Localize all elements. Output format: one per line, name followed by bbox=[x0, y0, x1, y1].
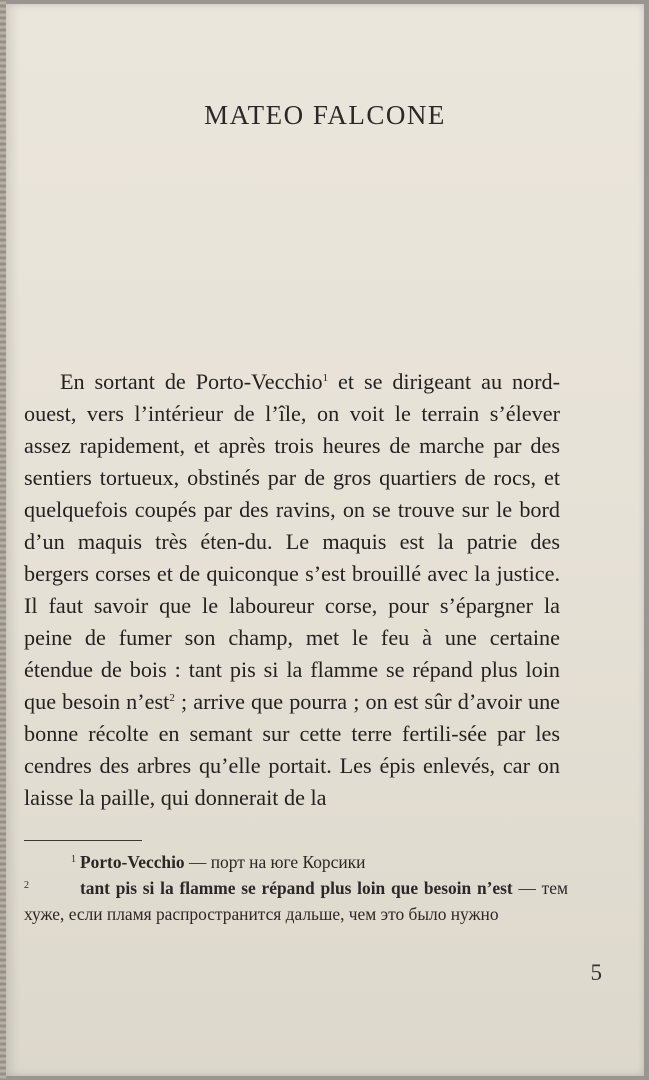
footnote-ref-1: 1 bbox=[322, 372, 329, 385]
footnote-number: 1 bbox=[71, 854, 76, 865]
footnote-number: 2 bbox=[24, 880, 29, 891]
footnote-text: — порт на юге Корсики bbox=[184, 852, 366, 872]
page-number: 5 bbox=[590, 960, 602, 985]
footnote-1 bbox=[24, 849, 568, 875]
body-paragraph bbox=[24, 366, 560, 814]
footnotes bbox=[24, 849, 568, 927]
footnote-divider bbox=[24, 840, 142, 841]
footnote-2 bbox=[24, 875, 568, 927]
footnote-term: Porto-Vecchio bbox=[80, 852, 185, 872]
footnote-term: tant pis si la flamme se répand plus loin que besoin n’est bbox=[80, 878, 513, 898]
paragraph-text: ; arrive que pourra ; on est sûr d’avoir une bonne récolte en semant sur cette terre fertili-sée par les cendres des arbres qu’elle portait. Les épis enlevés, car on laisse la paille, qui donnerait de la bbox=[24, 689, 561, 811]
footnote-ref-2: 2 bbox=[169, 692, 175, 705]
book-page bbox=[6, 4, 644, 1076]
paragraph-text: En sortant de Porto-Vecchio bbox=[60, 369, 323, 395]
chapter-title: MATEO FALCONE bbox=[204, 100, 446, 130]
footnote-text: — тем хуже, если пламя распространится дальше, чем это было нужно bbox=[24, 878, 568, 924]
paragraph-text: et se dirigeant au nord-ouest, vers l’intérieur de l’île, on voit le terrain s’élever assez rapidement, et après trois heures de marche par des sentiers tortueux, obstinés par de gros quartiers de rocs, et quelquefois coupés par des ravins, on se trouve sur le bord d’un maquis très éten-du. Le maquis est la patrie des bergers corses et de quiconque s’est brouillé avec la justice. Il faut savoir que le laboureur corse, pour s’épargner la peine de fumer son champ, met le feu à une certaine étendue de bois : tant pis si la flamme se répand plus loin que besoin n’est bbox=[24, 369, 560, 715]
